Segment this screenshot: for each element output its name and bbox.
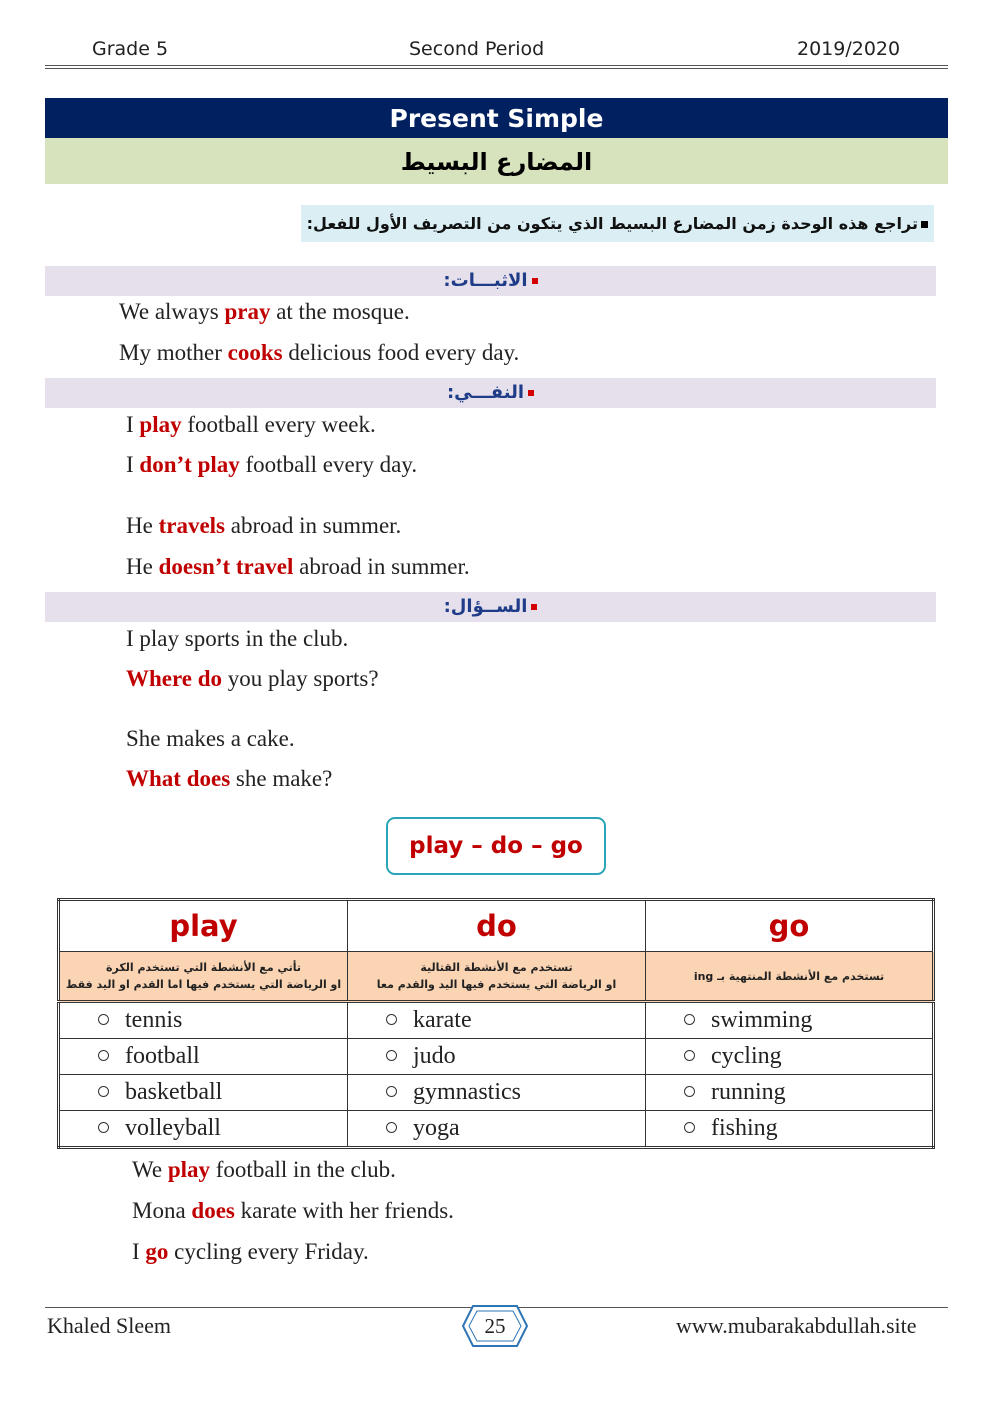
list-item: swimming	[646, 1002, 934, 1039]
header-period: Second Period	[409, 38, 545, 60]
table-row	[59, 1002, 934, 1039]
list-item: football	[59, 1039, 348, 1075]
list-item: running	[646, 1075, 934, 1111]
list-item: cycling	[646, 1039, 934, 1075]
play-do-go-box: play – do – go	[386, 817, 606, 875]
bullet-icon	[532, 278, 538, 284]
header-grade: Grade 5	[92, 38, 169, 60]
list-item: fishing	[646, 1111, 934, 1148]
list-item: tennis	[59, 1002, 348, 1039]
table-row	[59, 1075, 934, 1111]
list-item: gymnastics	[348, 1075, 646, 1111]
circle-bullet-icon	[98, 1014, 109, 1025]
table-row	[59, 1039, 934, 1075]
footer-author: Khaled Sleem	[47, 1313, 172, 1338]
circle-bullet-icon	[684, 1050, 695, 1061]
sentence: He doesn’t travel abroad in summer.	[126, 554, 470, 579]
list-item: judo	[348, 1039, 646, 1075]
intro-text	[301, 205, 934, 242]
section-heading: النفـــي:	[446, 382, 525, 403]
sentence: He travels abroad in summer.	[126, 513, 402, 538]
circle-bullet-icon	[684, 1014, 695, 1025]
sentence: Where do you play sports?	[126, 666, 379, 691]
intro-label: تراجع هذه الوحدة زمن المضارع البسيط الذي يتكون من التصريف الأول للفعل:	[306, 214, 918, 233]
column-desc: تستخدم مع الأنشطة المنتهية بـ ing	[646, 952, 934, 1002]
circle-bullet-icon	[386, 1122, 397, 1133]
column-head: do	[348, 900, 646, 952]
circle-bullet-icon	[98, 1086, 109, 1097]
sentence: What does she make?	[126, 766, 333, 791]
sentence: My mother cooks delicious food every day.	[119, 340, 520, 365]
sentence: We always pray at the mosque.	[119, 299, 410, 324]
table-row	[59, 1111, 934, 1148]
circle-bullet-icon	[98, 1050, 109, 1061]
sentence: I play sports in the club.	[126, 626, 349, 651]
header-rule	[45, 65, 948, 66]
page-title: Present Simple	[45, 98, 948, 138]
header-rule-2	[45, 68, 948, 69]
footer-site: www.mubarakabdullah.site	[676, 1313, 917, 1338]
circle-bullet-icon	[684, 1122, 695, 1133]
section-negative	[45, 378, 936, 408]
circle-bullet-icon	[386, 1086, 397, 1097]
column-head: go	[646, 900, 934, 952]
sentence: I go cycling every Friday.	[132, 1239, 369, 1264]
bullet-icon	[921, 221, 928, 228]
verbs-table	[57, 898, 935, 1149]
column-head: play	[59, 900, 348, 952]
section-affirmative	[45, 266, 936, 296]
sentence: She makes a cake.	[126, 726, 295, 751]
sentence: We play football in the club.	[132, 1157, 396, 1182]
circle-bullet-icon	[684, 1086, 695, 1097]
circle-bullet-icon	[386, 1050, 397, 1061]
circle-bullet-icon	[386, 1014, 397, 1025]
column-desc: تأتي مع الأنشطة التي تستخدم الكرة او الرياضة التي يستخدم فيها اما القدم او اليد فقط	[59, 952, 348, 1002]
page-number: 25	[484, 1314, 506, 1338]
circle-bullet-icon	[98, 1122, 109, 1133]
sentence: Mona does karate with her friends.	[132, 1198, 454, 1223]
list-item: yoga	[348, 1111, 646, 1148]
header-year: 2019/2020	[797, 38, 901, 60]
section-heading: الاثبـــات:	[443, 270, 528, 291]
page-title-arabic: المضارع البسيط	[45, 138, 948, 184]
section-heading: الســؤال:	[443, 596, 528, 617]
sentence: I don’t play football every day.	[126, 452, 418, 477]
column-desc: تستخدم مع الأنشطة القتالية او الرياضة التي يستخدم فيها اليد والقدم معا	[348, 952, 646, 1002]
sentence: I play football every week.	[126, 412, 376, 437]
list-item: volleyball	[59, 1111, 348, 1148]
bullet-icon	[528, 390, 534, 396]
bullet-icon	[531, 604, 537, 610]
list-item: basketball	[59, 1075, 348, 1111]
page-number-badge	[461, 1303, 529, 1349]
section-question	[45, 592, 936, 622]
list-item: karate	[348, 1002, 646, 1039]
